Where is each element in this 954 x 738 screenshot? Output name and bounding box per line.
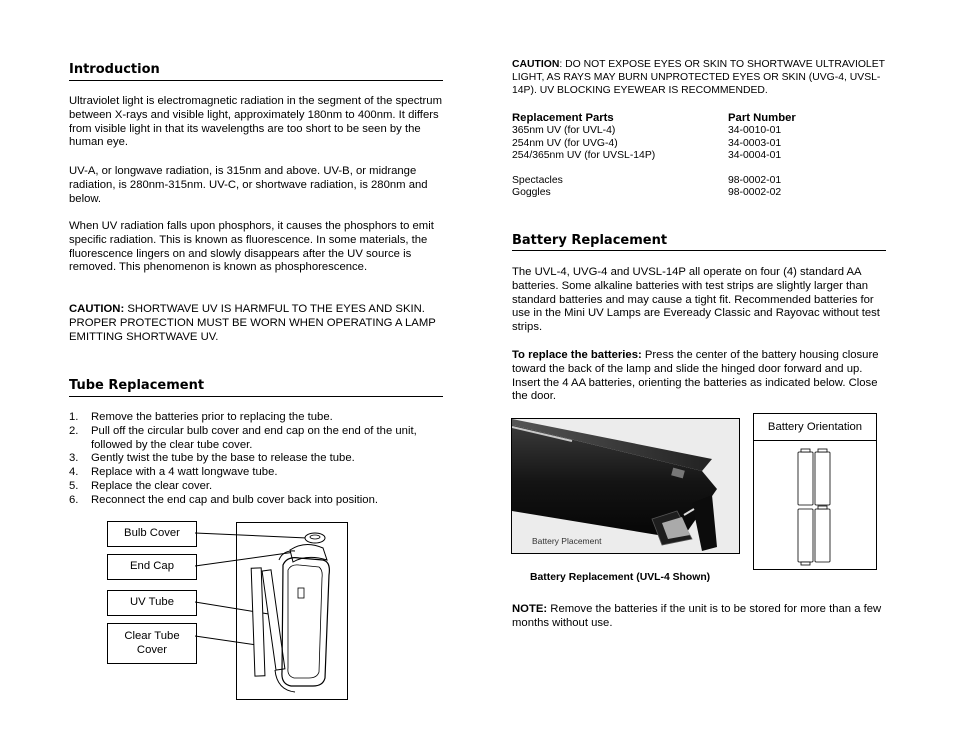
tube-step-2: 2. Pull off the circular bulb cover and end cap on the end of the unit, followed by the clear tube cover. [69,424,417,451]
battery-placement-photo [511,418,740,554]
parts-row: 254nm UV (for UVG-4) 34-0003-01 [512,137,782,149]
tube-exploded-diagram [195,520,350,700]
tube-rule [69,396,443,397]
parts-col1-header: Replacement Parts [512,112,614,124]
tube-step-5: 5. Replace the clear cover. [69,479,213,492]
intro-caution [69,303,447,344]
battery-heading: Battery Replacement [512,233,668,248]
parts-spacer [512,163,892,175]
intro-paragraph-2: UV-A, or longwave radiation, is 315nm and above. UV-B, or midrange radiation, is 280nm-315nm. UV-C, or shortwave radiation, is 280nm and below. [69,165,428,205]
intro-paragraph-3: When UV radiation falls upon phosphors, it causes the phosphors to emit specific radiation. This is known as fluorescence. In some materials, the fluorescence lingers on and slowly disappears after the UV source is removed. This phenomenon is known as phosphorescence. [69,220,434,274]
replace-batteries-paragraph [512,349,890,404]
battery-orientation-box [753,413,877,570]
right-caution-label: CAUTION [512,59,560,70]
tube-step-3: 3. Gently twist the tube by the base to release the tube. [69,452,355,465]
tube-step-6: 6. Reconnect the end cap and bulb cover back into position. [69,493,379,506]
photo-title: Battery Replacement (UVL-4 Shown) [530,572,711,583]
clear-tube-cover-label: Clear Tube Cover [107,623,197,664]
end-cap-label: End Cap [107,554,197,580]
caution-text: SHORTWAVE UV IS HARMFUL TO THE EYES AND SKIN. PROPER PROTECTION MUST BE WORN WHEN OPERATING A LAMP EMITTING SHORTWAVE UV. [69,303,436,343]
replace-label: To replace the batteries: [512,349,642,361]
parts-row: 254/365nm UV (for UVSL-14P) 34-0004-01 [512,150,782,162]
battery-rule [512,250,886,251]
note-label: NOTE: [512,603,548,615]
caution-label: CAUTION: [69,303,125,315]
intro-paragraph-1: Ultraviolet light is electromagnetic radiation in the segment of the spectrum between X-rays and visible light, approximately 180nm to 400nm. It differs from visible light in that its wavelengths are too short to be seen by the human eye. [69,95,442,149]
battery-paragraph: The UVL-4, UVG-4 and UVSL-14P all operate on four (4) standard AA batteries. Some alkaline batteries with test strips are slightly larger than standard batteries and may cause a tight fit. Recommended batteries for use in the Mini UV Lamps are Eveready Classic and Rayovac without test strips. [512,266,880,334]
tube-step-1: 1. Remove the batteries prior to replacing the tube. [69,411,333,423]
intro-heading: Introduction [69,62,160,77]
battery-orientation-title: Battery Orientation [754,414,876,441]
parts-header-row [512,111,892,125]
tube-steps [69,411,447,508]
parts-table [512,111,892,200]
right-caution-text: : DO NOT EXPOSE EYES OR SKIN TO SHORTWAVE ULTRAVIOLET LIGHT, AS RAYS MAY BURN UNPROTECTED EYES OR SKIN (UVG-4, UVSL-14P). UV BLOCKING EYEWEAR IS RECOMMENDED. [512,59,885,96]
bulb-cover-label: Bulb Cover [107,521,197,547]
storage-note [512,603,890,631]
battery-orientation-diagram [754,441,876,569]
replace-text: Press the center of the battery housing closure toward the back of the lamp and slide the hinged door forward and up. Insert the 4 AA batteries, orienting the batteries as indicated below. Close the door. [512,349,879,403]
parts-row: Spectacles 98-0002-01 [512,174,782,186]
shortwave-caution [512,59,892,97]
lamp-photo-illustration [512,419,739,553]
tube-heading: Tube Replacement [69,378,205,393]
uv-tube-label: UV Tube [107,590,197,616]
note-text: Remove the batteries if the unit is to be stored for more than a few months without use. [512,603,882,629]
tube-step-4: 4. Replace with a 4 watt longwave tube. [69,466,278,479]
photo-caption: Battery Placement [532,536,602,546]
parts-row: Goggles 98-0002-02 [512,187,782,199]
parts-col2-header: Part Number [728,112,796,124]
parts-row: 365nm UV (for UVL-4) 34-0010-01 [512,125,782,136]
intro-rule [69,80,443,81]
